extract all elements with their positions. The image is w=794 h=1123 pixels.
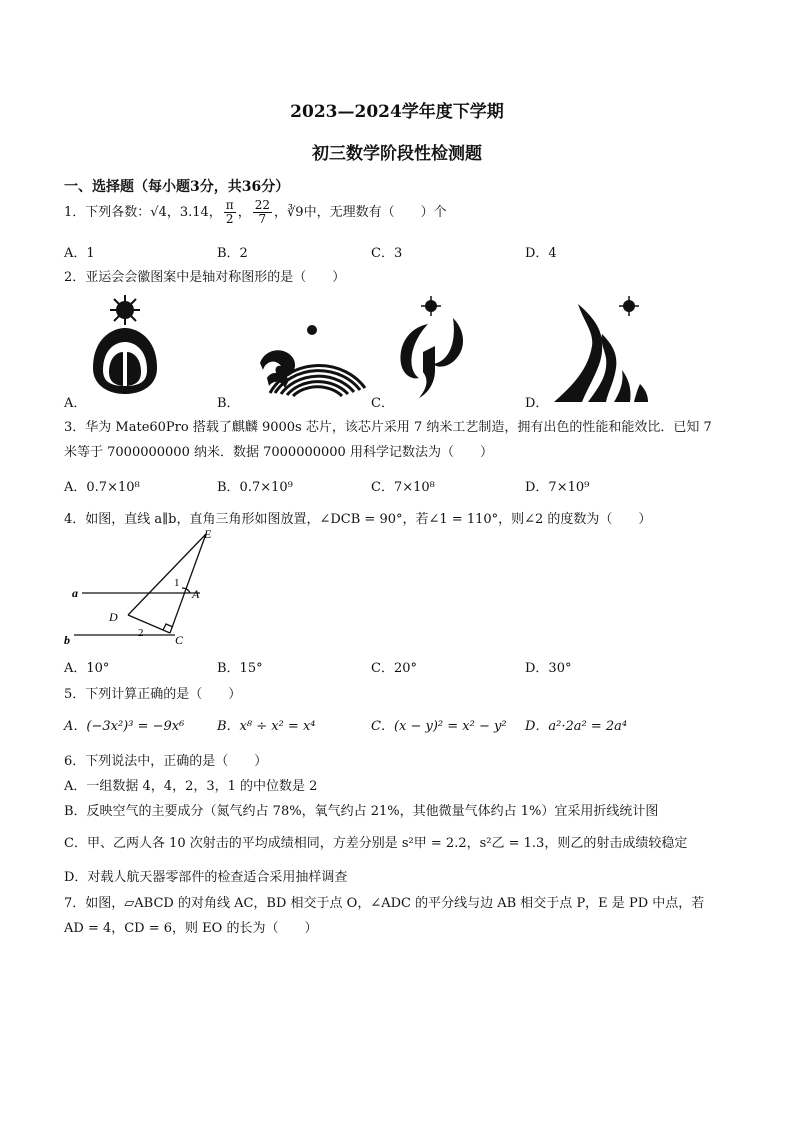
q3-option-a: A．0.7×10⁸	[64, 480, 140, 495]
q1-suffix: 中，无理数有（ ）个	[303, 205, 447, 220]
q1-frac-22-7: $\frac{22}{7}$	[254, 198, 270, 226]
label-angle-2: 2	[138, 627, 144, 639]
q5-option-c: C．(x − y)² = x² − y²	[371, 719, 507, 734]
q1-option-d: D．4	[525, 246, 557, 261]
label-d: D	[109, 610, 118, 624]
question-1	[64, 199, 447, 227]
q6-option-c: C．甲、乙两人各 10 次射击的平均成绩相同，方差分别是 s²甲 = 2.2，s²乙 = 1.3，则乙的射击成绩较稳定	[64, 836, 688, 851]
q3-option-d: D．7×10⁹	[525, 480, 590, 495]
q5-option-d: D．a²·2a² = 2a⁴	[525, 719, 628, 734]
q3-option-c: C．7×10⁸	[371, 480, 435, 495]
question-6: 6．下列说法中，正确的是（ ）	[64, 754, 268, 769]
q7-line-1: 7．如图，▱ABCD 的对角线 AC，BD 相交于点 O，∠ADC 的平分线与边 AB 相交于点 P，E 是 PD 中点，若	[64, 896, 705, 911]
q5-option-a: A．(−3x²)³ = −9x⁶	[64, 719, 185, 734]
q1-comma: ，	[273, 205, 287, 220]
q1-option-b: B．2	[217, 246, 248, 261]
label-line-b: b	[64, 633, 70, 647]
q7-line-2: AD = 4，CD = 6，则 EO 的长为（ ）	[64, 921, 318, 936]
q4-option-a: A．10°	[64, 661, 110, 676]
label-a: A	[192, 587, 200, 601]
page-subtitle: 初三数学阶段性检测题	[312, 144, 482, 164]
q3-line-1: 3．华为 Mate60Pro 搭载了麒麟 9000s 芯片，该芯片采用 7 纳米工艺制造，拥有出色的性能和能效比．已知 7	[64, 420, 712, 435]
q5-option-b: B．x⁸ ÷ x² = x⁴	[217, 719, 316, 734]
q2-option-c: C．	[371, 396, 394, 411]
label-c: C	[175, 633, 184, 647]
logo-a-image	[85, 290, 165, 400]
q1-n314: ，3.14，	[166, 205, 222, 220]
question-4: 4．如图，直线 a∥b，直角三角形如图放置，∠DCB = 90°，若∠1 = 110°，则∠2 的度数为（ ）	[64, 512, 652, 527]
q2-option-b: B．	[217, 396, 240, 411]
section-heading: 一、选择题（每小题3分，共36分）	[64, 179, 290, 195]
logo-c-image	[393, 296, 468, 401]
q4-option-b: B．15°	[217, 661, 263, 676]
q4-option-d: D．30°	[525, 661, 572, 676]
q4-geometry-figure	[60, 526, 230, 650]
q6-option-d: D．对载人航天器零部件的检查适合采用抽样调查	[64, 870, 348, 885]
q2-option-a: A．	[64, 396, 87, 411]
q1-frac-pi: $\frac{\pi}{2}$	[225, 198, 234, 226]
question-5: 5．下列计算正确的是（ ）	[64, 687, 242, 702]
logo-b-image	[255, 318, 370, 403]
q1-cbrt9: ∛9	[287, 205, 304, 220]
page-title: 2023—2024学年度下学期	[290, 102, 504, 122]
q1-comma: ，	[237, 205, 251, 220]
q2-option-d: D．	[525, 396, 549, 411]
q3-option-b: B．0.7×10⁹	[217, 480, 293, 495]
question-2: 2．亚运会会徽图案中是轴对称图形的是（ ）	[64, 270, 346, 285]
label-line-a: a	[72, 586, 78, 600]
q1-sqrt4: √4	[150, 205, 167, 220]
q4-option-c: C．20°	[371, 661, 417, 676]
q1-prefix: 1．下列各数：	[64, 205, 151, 220]
label-angle-1: 1	[174, 577, 180, 589]
q1-option-c: C．3	[371, 246, 403, 261]
logo-d-image	[552, 296, 652, 404]
q6-option-b: B．反映空气的主要成分（氮气约占 78%，氧气约占 21%，其他微量气体约占 1%）宜采用折线统计图	[64, 804, 659, 819]
label-e: E	[204, 527, 212, 541]
q1-option-a: A．1	[64, 246, 95, 261]
q3-line-2: 米等于 7000000000 纳米．数据 7000000000 用科学记数法为（ ）	[64, 445, 493, 460]
q6-option-a: A．一组数据 4，4，2，3，1 的中位数是 2	[64, 779, 318, 794]
